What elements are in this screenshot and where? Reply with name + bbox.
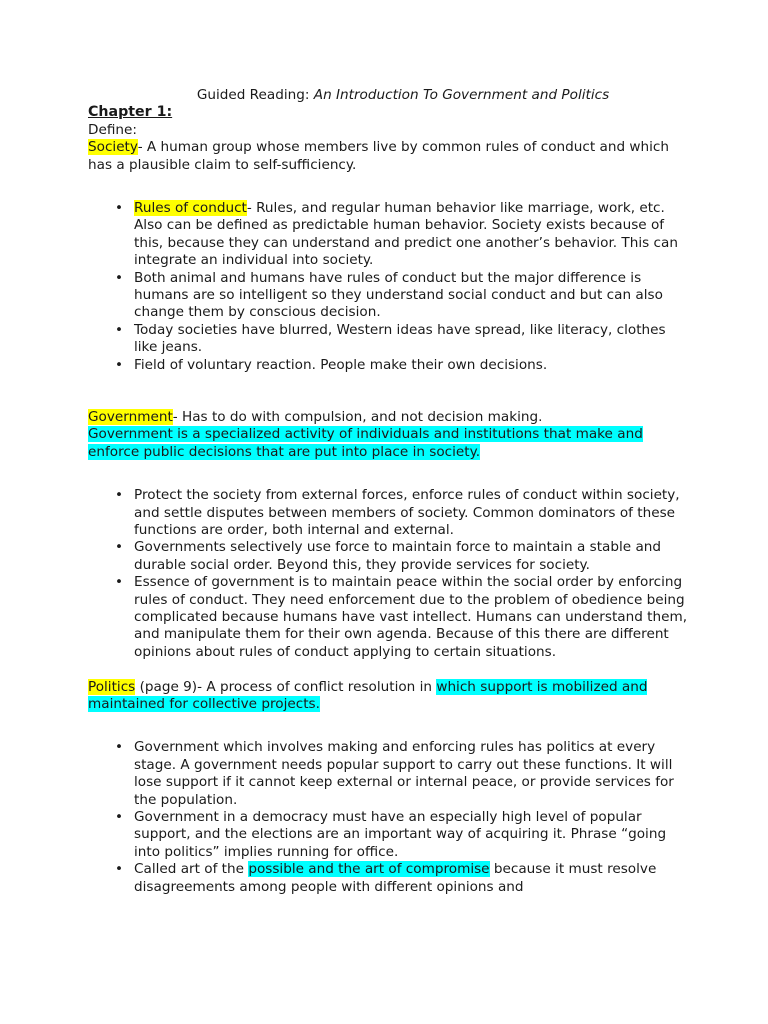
society-def-text: - A human group whose members live by common rules of conduct and which has a plausible claim to self-sufficiency.	[88, 139, 669, 173]
politics-definition	[88, 679, 688, 714]
list-item	[88, 539, 688, 574]
bullet-icon: •	[115, 574, 124, 591]
chapter-heading: Chapter 1:	[88, 104, 173, 121]
government-def-text: - Has to do with compulsion, and not decision making.	[172, 408, 543, 425]
society-bullet-list	[88, 200, 688, 374]
politics-bullet-list	[88, 739, 688, 896]
list-item-text: Today societies have blurred, Western ideas have spread, like literacy, clothes like jeans.	[134, 321, 666, 356]
bullet-icon: •	[115, 269, 124, 286]
title-plain: Guided Reading:	[196, 87, 314, 103]
list-item-text: Called art of the	[134, 861, 249, 878]
list-item-text: Essence of government is to maintain peace within the social order by enforcing rules of conduct. They need enforcement due to the problem of obedience being complicated because humans have vast intellect. Humans can understand them, and manipulate them for their own agenda. Because of this there are different opinions about rules of conduct applying to certain situations.	[134, 574, 688, 660]
list-item	[88, 574, 688, 661]
list-item	[88, 861, 688, 896]
rules-of-conduct-term: Rules of conduct	[134, 200, 247, 217]
government-bullet-list	[88, 487, 688, 661]
society-definition	[88, 139, 688, 174]
bullet-icon: •	[115, 356, 124, 373]
list-item-text: Government in a democracy must have an especially high level of popular support, and the elections are an important way of acquiring it. Phrase “going into politics” implies running for office.	[134, 808, 667, 860]
bullet-icon: •	[115, 321, 124, 338]
list-item-text: Protect the society from external forces, enforce rules of conduct within society, and settle disputes between members of society. Common dominators of these functions are order, both internal and external.	[134, 487, 680, 538]
government-def-highlight: Government is a specialized activity of individuals and institutions that make and enforce public decisions that are put into place in society.	[88, 426, 643, 460]
list-item	[88, 357, 688, 374]
list-item-text: Governments selectively use force to maintain force to maintain a stable and durable social order. Beyond this, they provide services for society.	[134, 539, 662, 573]
list-item-text: Field of voluntary reaction. People make their own decisions.	[134, 356, 548, 373]
list-item-text: - Rules, and regular human behavior like marriage, work, etc. Also can be defined as predictable human behavior. Society exists because of this, because they can understand and predict one another’s behavior. This can integrate an individual into society.	[134, 200, 678, 269]
list-item-text: Both animal and humans have rules of conduct but the major difference is humans are so intelligent so they understand social conduct and but can also change them by conscious decision.	[134, 269, 663, 321]
list-item	[88, 487, 688, 539]
list-item	[88, 270, 688, 322]
document-content	[88, 87, 688, 896]
bullet-icon: •	[115, 861, 124, 878]
bullet-icon: •	[115, 539, 124, 556]
list-item	[88, 809, 688, 861]
list-item	[88, 739, 688, 809]
politics-def-text: (page 9)- A process of conflict resolution in	[135, 678, 437, 695]
compromise-highlight: possible and the art of compromise	[248, 861, 490, 878]
bullet-icon: •	[115, 808, 124, 825]
bullet-icon: •	[115, 200, 124, 217]
document-title	[88, 87, 688, 104]
bullet-icon: •	[115, 739, 124, 756]
define-label: Define:	[88, 121, 137, 138]
bullet-icon: •	[115, 487, 124, 504]
government-definition	[88, 409, 688, 461]
list-item-text: because it must resolve disagreements among people with different opinions and	[134, 861, 657, 895]
government-term: Government	[88, 408, 173, 425]
politics-def-highlight: which support is mobilized and maintained for collective projects.	[88, 678, 648, 712]
politics-term: Politics	[88, 678, 136, 695]
title-italic: An Introduction To Government and Politics	[313, 87, 610, 103]
society-term: Society	[88, 139, 138, 156]
list-item	[88, 200, 688, 270]
list-item-text: Government which involves making and enforcing rules has politics at every stage. A government needs popular support to carry out these functions. It will lose support if it cannot keep external or internal peace, or provide services for the population.	[134, 739, 674, 808]
list-item	[88, 322, 688, 357]
